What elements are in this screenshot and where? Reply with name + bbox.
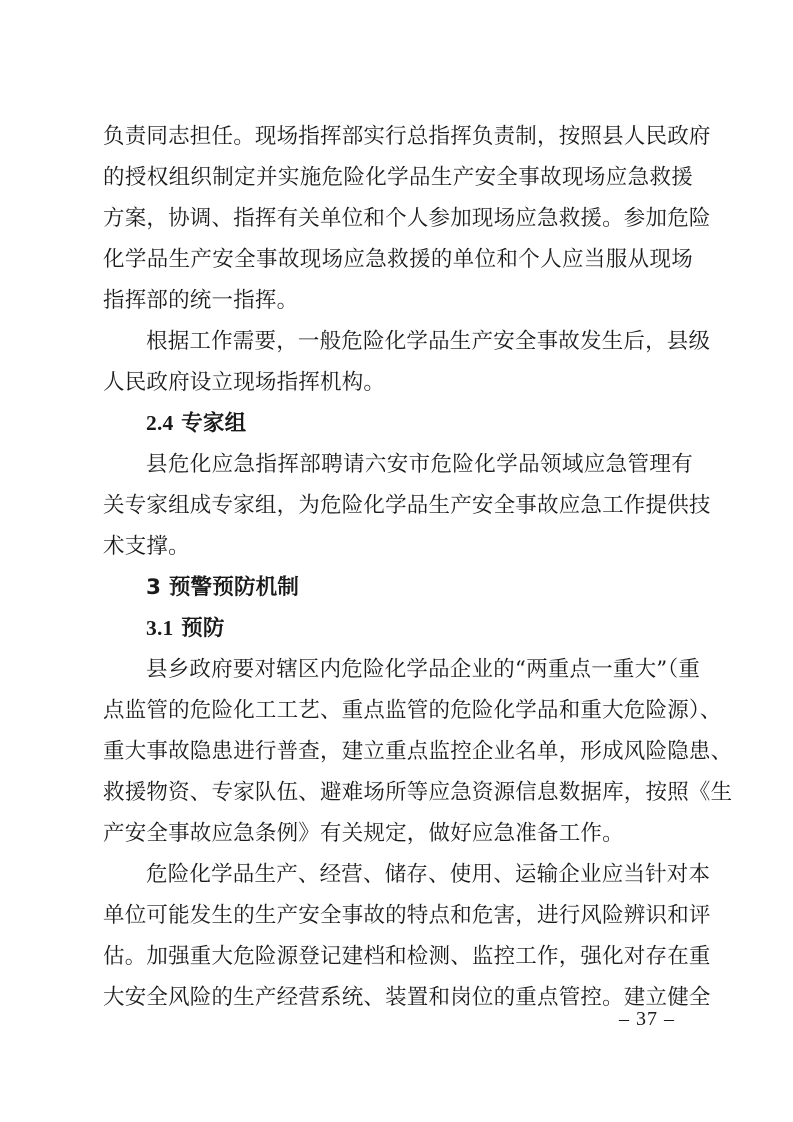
text-line: 人民政府设立现场指挥机构。 — [103, 370, 386, 395]
paragraph-prevention-enterprises — [103, 854, 711, 1018]
section-heading-3-1 — [103, 608, 693, 649]
text-line: 关专家组成专家组，为危险化学品生产安全事故应急工作提供技 — [103, 493, 711, 518]
text-line: 指挥部的统一指挥。 — [103, 288, 299, 313]
section-title: 预防 — [181, 616, 225, 641]
text-line: 大安全风险的生产经营系统、装置和岗位的重点管控。建立健全 — [103, 985, 711, 1010]
text-line: 危险化学品生产、经营、储存、使用、运输企业应当针对本 — [146, 862, 711, 887]
text-line: 化学品生产安全事故现场应急救援的单位和个人应当服从现场 — [103, 247, 693, 272]
text-line: 估。加强重大危险源登记建档和检测、监控工作，强化对存在重 — [103, 944, 711, 969]
text-line: 术支撑。 — [103, 534, 190, 559]
text-line: 根据工作需要，一般危险化学品生产安全事故发生后，县级 — [146, 329, 711, 354]
document-page — [103, 116, 733, 1018]
paragraph-prevention-survey — [103, 649, 733, 854]
text-line: 重大事故隐患进行普查，建立重点监控企业名单，形成风险隐患、 — [103, 739, 733, 764]
text-line: 的授权组织制定并实施危险化学品生产安全事故现场应急救援 — [103, 165, 693, 190]
text-line: 负责同志担任。现场指挥部实行总指挥负责制，按照县人民政府 — [103, 124, 711, 149]
section-heading-3 — [103, 567, 693, 608]
section-number: 2.4 — [146, 411, 174, 435]
paragraph-field-command — [103, 321, 711, 403]
text-line: 单位可能发生的生产安全事故的特点和危害，进行风险辨识和评 — [103, 903, 711, 928]
text-line: 点监管的危险化工工艺、重点监管的危险化学品和重大危险源）、 — [103, 698, 722, 723]
section-title: 预警预防机制 — [168, 575, 300, 600]
text-line: 县危化应急指挥部聘请六安市危险化学品领域应急管理有 — [146, 452, 693, 477]
section-title: 专家组 — [181, 411, 247, 436]
paragraph-command — [103, 116, 711, 321]
text-line: 方案，协调、指挥有关单位和个人参加现场应急救援。参加危险 — [103, 206, 711, 231]
section-number: 3 — [146, 575, 162, 600]
page-number: – 37 – — [619, 1008, 675, 1030]
section-number: 3.1 — [146, 616, 174, 640]
section-heading-2-4 — [103, 403, 693, 444]
paragraph-experts — [103, 444, 711, 567]
text-line: 产安全事故应急条例》有关规定，做好应急准备工作。 — [103, 821, 624, 846]
text-line: 救援物资、专家队伍、避难场所等应急资源信息数据库，按照《生 — [103, 780, 733, 805]
text-line: 县乡政府要对辖区内危险化学品企业的“两重点一重大”（重 — [146, 657, 701, 682]
